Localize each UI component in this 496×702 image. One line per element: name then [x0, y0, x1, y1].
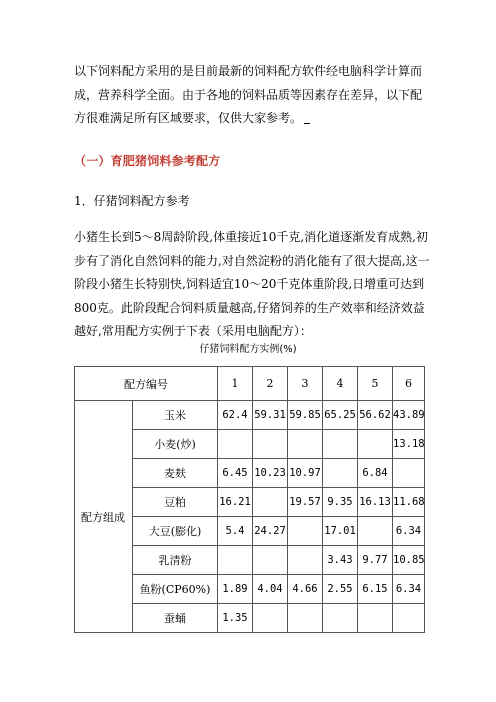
table-cell [358, 604, 393, 633]
table-cell [288, 517, 323, 546]
column-header: 4 [323, 367, 358, 401]
ingredient-name: 大豆(膨化) [133, 517, 218, 546]
table-header-row [75, 367, 425, 401]
column-header: 5 [358, 367, 393, 401]
body-paragraph: 小猪生长到5～8周龄阶段,体重接近10千克,消化道逐渐发育成熟,初步有了消化自然饲料的能力,对自然淀粉的消化能有了很大提高,这一阶段小猪生长特别快,饲料适宜10～20千克体重阶段,日增重可达到800克。此阶段配合饲料质量越高,仔猪饲养的生产效率和经济效益越好,常用配方实例于下表（采用电脑配方）： [74, 230, 430, 338]
table-cell [218, 546, 253, 575]
intro-paragraph [74, 60, 430, 131]
table-cell: 1.89 [218, 575, 253, 604]
table-cell: 2.55 [323, 575, 358, 604]
table-cell [323, 459, 358, 488]
table-cell [288, 430, 323, 459]
table-cell [288, 546, 323, 575]
table-cell [253, 604, 288, 633]
table-cell: 6.45 [218, 459, 253, 488]
table-cell: 56.62 [358, 401, 393, 430]
subsection-title: 1．仔猪饲料配方参考 [74, 194, 190, 208]
table-cell: 16.13 [358, 488, 393, 517]
header-label: 配方编号 [75, 367, 218, 401]
table-cell: 6.34 [393, 517, 425, 546]
ingredient-name: 鱼粉(CP60%) [133, 575, 218, 604]
table-cell [253, 488, 288, 517]
table-cell [253, 430, 288, 459]
table-cell [358, 517, 393, 546]
ingredient-name: 豆粕 [133, 488, 218, 517]
table-cell [323, 604, 358, 633]
ingredient-name: 蚕蛹 [133, 604, 218, 633]
ingredient-name: 玉米 [133, 401, 218, 430]
table-row [75, 401, 425, 430]
group-label: 配方组成 [75, 401, 133, 633]
table-cell: 10.85 [393, 546, 425, 575]
text-cursor [304, 111, 310, 124]
column-header: 2 [253, 367, 288, 401]
table-cell: 62.4 [218, 401, 253, 430]
column-header: 3 [288, 367, 323, 401]
table-cell [393, 459, 425, 488]
table-cell: 6.84 [358, 459, 393, 488]
table-cell: 17.01 [323, 517, 358, 546]
table-cell: 24.27 [253, 517, 288, 546]
table-cell: 10.23 [253, 459, 288, 488]
table-cell: 4.66 [288, 575, 323, 604]
table-cell [323, 430, 358, 459]
ingredient-name: 小麦(炒) [133, 430, 218, 459]
formula-table [74, 366, 425, 633]
table-cell: 5.4 [218, 517, 253, 546]
table-cell: 6.34 [393, 575, 425, 604]
table-cell: 6.15 [358, 575, 393, 604]
table-cell: 11.68 [393, 488, 425, 517]
table-cell: 65.25 [323, 401, 358, 430]
table-cell: 16.21 [218, 488, 253, 517]
column-header: 1 [218, 367, 253, 401]
table-cell [358, 430, 393, 459]
table-cell: 59.31 [253, 401, 288, 430]
column-header: 6 [393, 367, 425, 401]
table-cell: 19.57 [288, 488, 323, 517]
ingredient-name: 乳清粉 [133, 546, 218, 575]
table-cell [393, 604, 425, 633]
table-cell: 59.85 [288, 401, 323, 430]
table-cell [253, 546, 288, 575]
intro-text: 以下饲料配方采用的是目前最新的饲料配方软件经电脑科学计算而成，营养科学全面。由于各地的饲料品质等因素存在差异，以下配方很难满足所有区域要求，仅供大家参考。 [74, 64, 423, 125]
ingredient-name: 麦麸 [133, 459, 218, 488]
section-heading: （一）育肥猪饲料参考配方 [74, 154, 221, 168]
table-caption: 仔猪饲料配方实例(%) [199, 344, 297, 355]
table-cell [218, 430, 253, 459]
table-cell: 9.35 [323, 488, 358, 517]
table-cell: 4.04 [253, 575, 288, 604]
table-cell [288, 604, 323, 633]
table-cell: 1.35 [218, 604, 253, 633]
table-cell: 43.89 [393, 401, 425, 430]
table-cell: 10.97 [288, 459, 323, 488]
table-cell: 9.77 [358, 546, 393, 575]
table-cell: 13.18 [393, 430, 425, 459]
table-cell: 3.43 [323, 546, 358, 575]
